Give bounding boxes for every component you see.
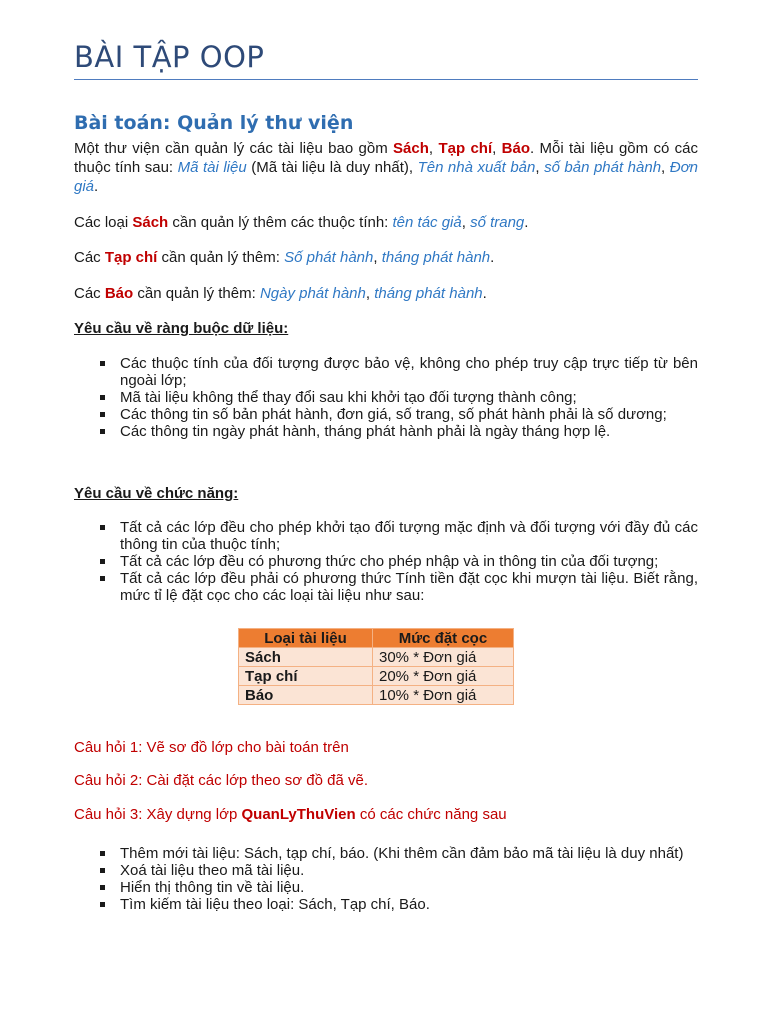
constraints-heading: Yêu cầu về ràng buộc dữ liệu:	[74, 320, 289, 337]
question-2: Câu hỏi 2: Cài đặt các lớp theo sơ đồ đã vẽ.	[74, 772, 369, 789]
class-name-keyword: QuanLyThuVien	[241, 806, 356, 823]
question-1: Câu hỏi 1: Vẽ sơ đồ lớp cho bài toán trên	[74, 739, 349, 756]
keyword-bao: Báo	[104, 285, 134, 302]
functions-list	[98, 519, 698, 604]
column-header: Mức đặt cọc	[373, 629, 514, 648]
keyword-bao: Báo	[501, 140, 531, 157]
title-divider	[74, 79, 698, 80]
separator: .	[94, 178, 99, 195]
line-text: cần quản lý thêm:	[133, 285, 260, 302]
attr-so-trang: số trang	[470, 214, 525, 231]
separator: .	[490, 249, 495, 266]
constraints-list	[98, 355, 698, 440]
separator: ,	[428, 140, 439, 157]
separator: ,	[373, 249, 382, 266]
list-item: Tất cả các lớp đều có phương thức cho phép nhập và in thông tin của đối tượng;	[98, 553, 698, 570]
line-text: Các loại	[74, 214, 133, 231]
intro-text: Một thư viện cần quản lý các tài liệu bao gồm	[74, 140, 394, 157]
intro-text: (Mã tài liệu là duy nhất),	[246, 159, 418, 176]
line-text: cần quản lý thêm các thuộc tính:	[168, 214, 393, 231]
question-3	[74, 806, 507, 823]
list-item: Hiển thị thông tin về tài liệu.	[98, 879, 698, 896]
tapchi-line	[74, 248, 698, 267]
intro-text: . Mỗi tài liệu gồm có các thuộc tính sau:	[74, 140, 699, 176]
list-item: Tất cả các lớp đều phải có phương thức Tính tiền đặt cọc khi mượn tài liệu. Biết rằng, mức tỉ lệ đặt cọc cho các loại tài liệu như sau:	[98, 570, 698, 604]
line-text: cần quản lý thêm:	[157, 249, 285, 266]
table-row	[239, 686, 514, 705]
table-cell: Báo	[239, 686, 373, 705]
separator: .	[482, 285, 487, 302]
line-text: Các	[74, 285, 105, 302]
functions-heading: Yêu cầu về chức năng:	[74, 485, 239, 502]
table-cell: Tạp chí	[239, 667, 373, 686]
attr-so-ban: số bản phát hành	[544, 159, 662, 176]
separator: .	[524, 214, 529, 231]
attr-ma-tai-lieu: Mã tài liệu	[177, 159, 247, 176]
keyword-tapchi: Tạp chí	[438, 140, 493, 157]
list-item: Các thông tin ngày phát hành, tháng phát hành phải là ngày tháng hợp lệ.	[98, 423, 698, 440]
table-header-row	[239, 629, 514, 648]
table-cell: Sách	[239, 648, 373, 667]
attr-don-gia: Đơn giá	[74, 159, 698, 195]
question-text: có các chức năng sau	[355, 806, 507, 823]
separator: ,	[661, 159, 670, 176]
keyword-sach: Sách	[393, 140, 429, 157]
table-cell: 30% * Đơn giá	[373, 648, 514, 667]
table-cell: 20% * Đơn giá	[373, 667, 514, 686]
list-item: Thêm mới tài liệu: Sách, tạp chí, báo. (Khi thêm cần đảm bảo mã tài liệu là duy nhất)	[98, 845, 698, 862]
intro-paragraph	[74, 139, 698, 196]
deposit-table	[238, 628, 514, 705]
manager-functions-list	[98, 845, 698, 913]
sach-line	[74, 213, 698, 232]
column-header: Loại tài liệu	[239, 629, 373, 648]
attr-ngay-phat-hanh: Ngày phát hành	[259, 285, 366, 302]
keyword-sach: Sách	[132, 214, 169, 231]
table-cell: 10% * Đơn giá	[373, 686, 514, 705]
table-row	[239, 667, 514, 686]
attr-ten-tac-gia: tên tác giả	[392, 214, 462, 231]
separator: ,	[461, 214, 471, 231]
line-text: Các	[74, 249, 105, 266]
list-item: Xoá tài liệu theo mã tài liệu.	[98, 862, 698, 879]
list-item: Tìm kiếm tài liệu theo loại: Sách, Tạp chí, Báo.	[98, 896, 698, 913]
table-row	[239, 648, 514, 667]
list-item: Tất cả các lớp đều cho phép khởi tạo đối tượng mặc định và đối tượng với đầy đủ các thông tin của thuộc tính;	[98, 519, 698, 553]
attr-ten-nxb: Tên nhà xuất bản	[417, 159, 536, 176]
attr-thang-phat-hanh: tháng phát hành	[374, 285, 483, 302]
list-item: Các thông tin số bản phát hành, đơn giá, số trang, số phát hành phải là số dương;	[98, 406, 698, 423]
bao-line	[74, 284, 698, 303]
question-text: Câu hỏi 3: Xây dựng lớp	[74, 806, 242, 823]
document-title: BÀI TẬP OOP	[74, 40, 265, 74]
separator: ,	[492, 140, 502, 157]
list-item: Mã tài liệu không thể thay đổi sau khi khởi tạo đối tượng thành công;	[98, 389, 698, 406]
attr-thang-phat-hanh: tháng phát hành	[381, 249, 491, 266]
list-item: Các thuộc tính của đối tượng được bảo vệ, không cho phép truy cập trực tiếp từ bên ngoài lớp;	[98, 355, 698, 389]
separator: ,	[365, 285, 375, 302]
section-title: Bài toán: Quản lý thư viện	[74, 112, 354, 134]
attr-so-phat-hanh: Số phát hành	[284, 249, 374, 266]
keyword-tapchi: Tạp chí	[104, 249, 158, 266]
separator: ,	[535, 159, 545, 176]
